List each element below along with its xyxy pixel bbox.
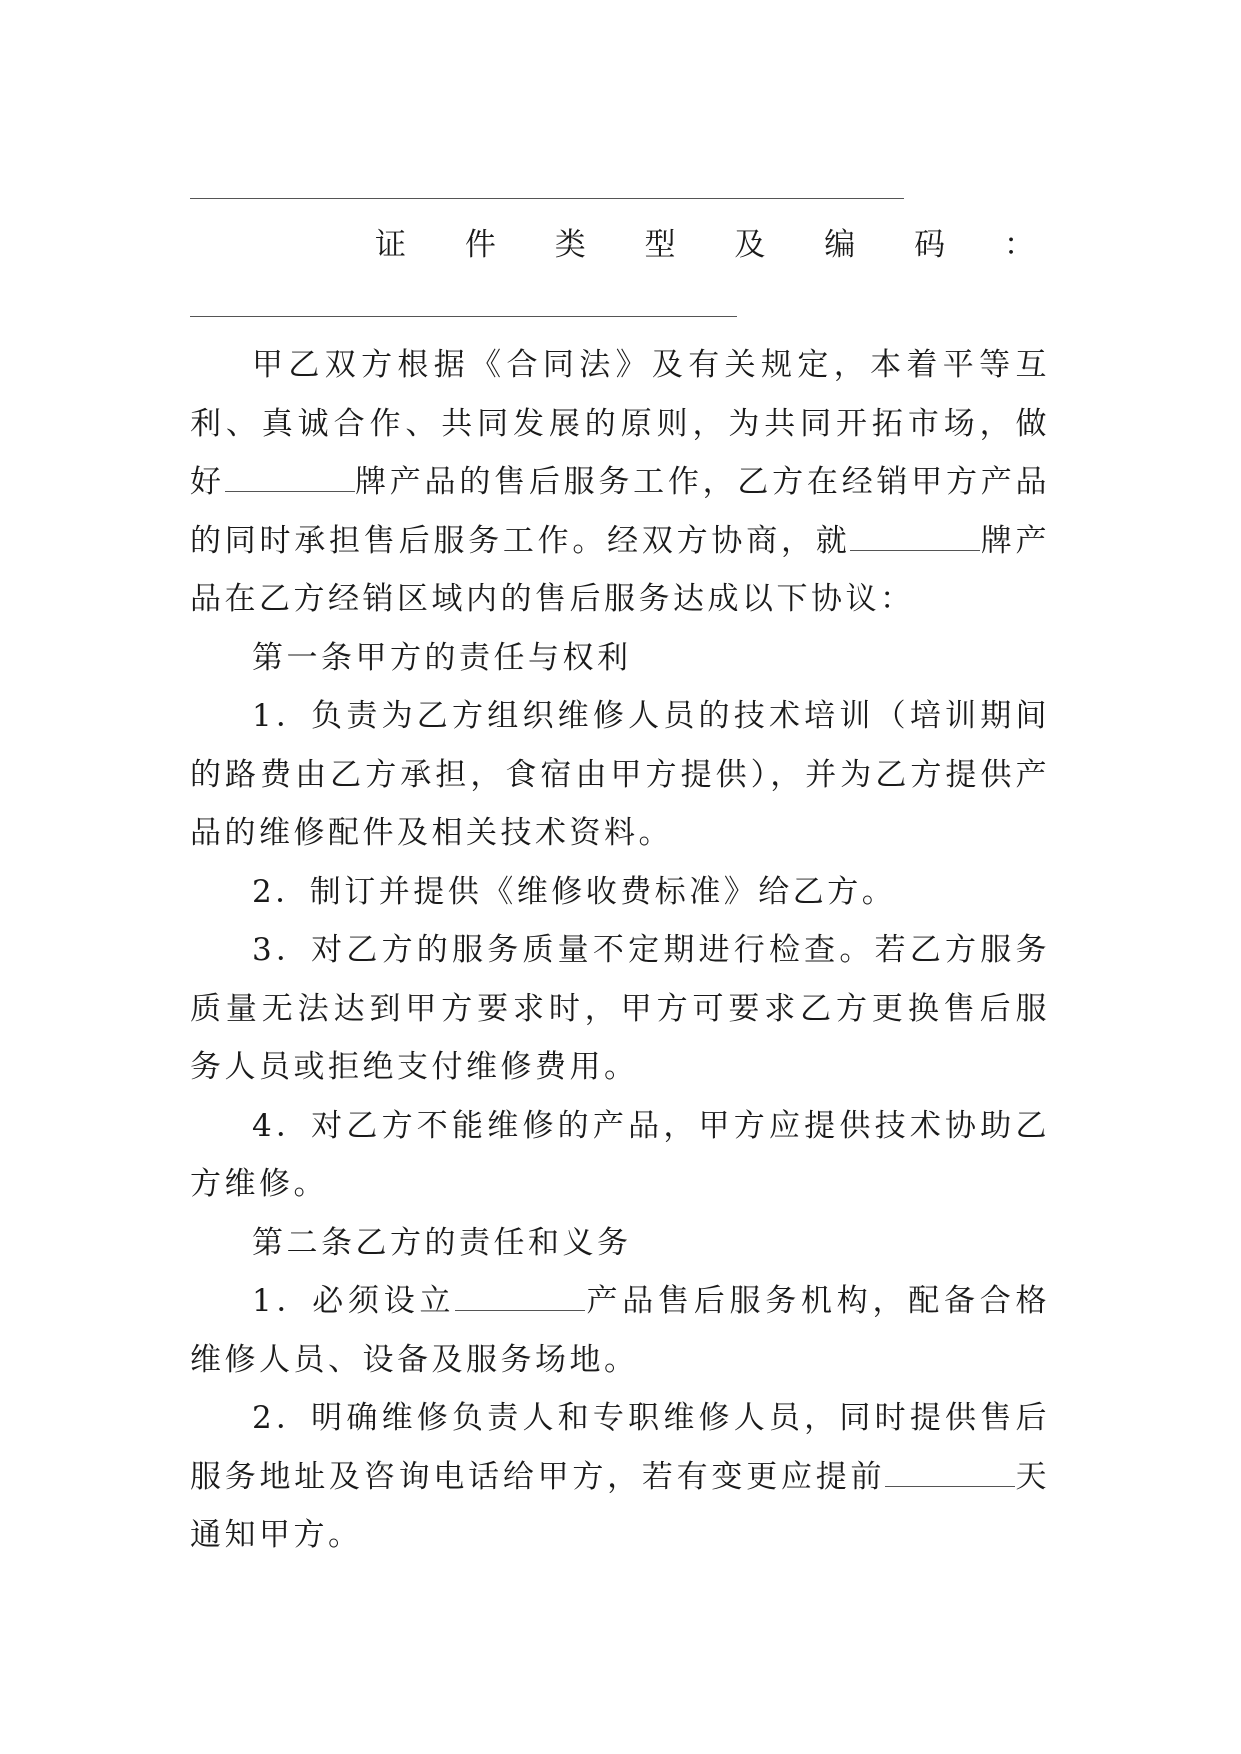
id-label-char: 型 <box>644 227 676 263</box>
article-1-item-3: 3．对乙方的服务质量不定期进行检查。若乙方服务质量无法达到甲方要求时，甲方可要求乙方更换售后服务人员或拒绝支付维修费用。 <box>190 932 1050 1085</box>
article-2-item-1 <box>190 1272 1050 1389</box>
id-label-char: 码 <box>914 227 946 263</box>
blank-field <box>225 461 355 492</box>
fill-in-line <box>190 316 737 317</box>
id-type-label <box>375 222 1035 268</box>
intro-text: 牌产品在乙方经销区域内的售后服务达成以下协议： <box>190 522 1051 617</box>
id-label-char: ： <box>1003 227 1035 263</box>
article-1-item-4: 4．对乙方不能维修的产品，甲方应提供技术协助乙方维修。 <box>190 1107 1050 1202</box>
article-2-item-2 <box>190 1389 1050 1565</box>
id-label-char: 类 <box>554 227 586 263</box>
article-1-item-2: 2．制订并提供《维修收费标准》给乙方。 <box>252 873 897 910</box>
item-text: 天通知甲方。 <box>190 1458 1051 1553</box>
item-text: 2．明确维修负责人和专职维修人员，同时提供售后服务地址及咨询电话给甲方，若有变更应提前 <box>190 1400 1050 1495</box>
article-1-item-1: 1．负责为乙方组织维修人员的技术培训（培训期间的路费由乙方承担，食宿由甲方提供），并为乙方提供产品的维修配件及相关技术资料。 <box>190 698 1050 851</box>
item-text: 1．必须设立 <box>252 1283 456 1319</box>
item-text: 产品售后服务机构，配备合格维修人员、设备及服务场地。 <box>190 1283 1050 1378</box>
blank-field <box>850 520 980 551</box>
id-label-char: 编 <box>824 227 856 263</box>
intro-paragraph <box>190 336 1050 629</box>
blank-field <box>455 1280 585 1311</box>
blank-field <box>885 1456 1015 1487</box>
intro-text: 甲乙双方根据《合同法》及有关规定，本着平等互利、真诚合作、共同发展的原则，为共同开拓市场，做好 <box>190 347 1050 500</box>
article-1-title: 第一条甲方的责任与权利 <box>252 639 632 676</box>
id-label-char: 件 <box>464 227 496 263</box>
article-2-title: 第二条乙方的责任和义务 <box>252 1224 632 1261</box>
id-label-char: 证 <box>375 227 406 263</box>
contract-body <box>190 336 1050 1565</box>
id-label-char: 及 <box>734 227 766 263</box>
intro-text: 牌产品的售后服务工作，乙方在经销甲方产品的同时承担售后服务工作。经双方协商，就 <box>190 464 1051 559</box>
fill-in-line <box>190 198 904 199</box>
